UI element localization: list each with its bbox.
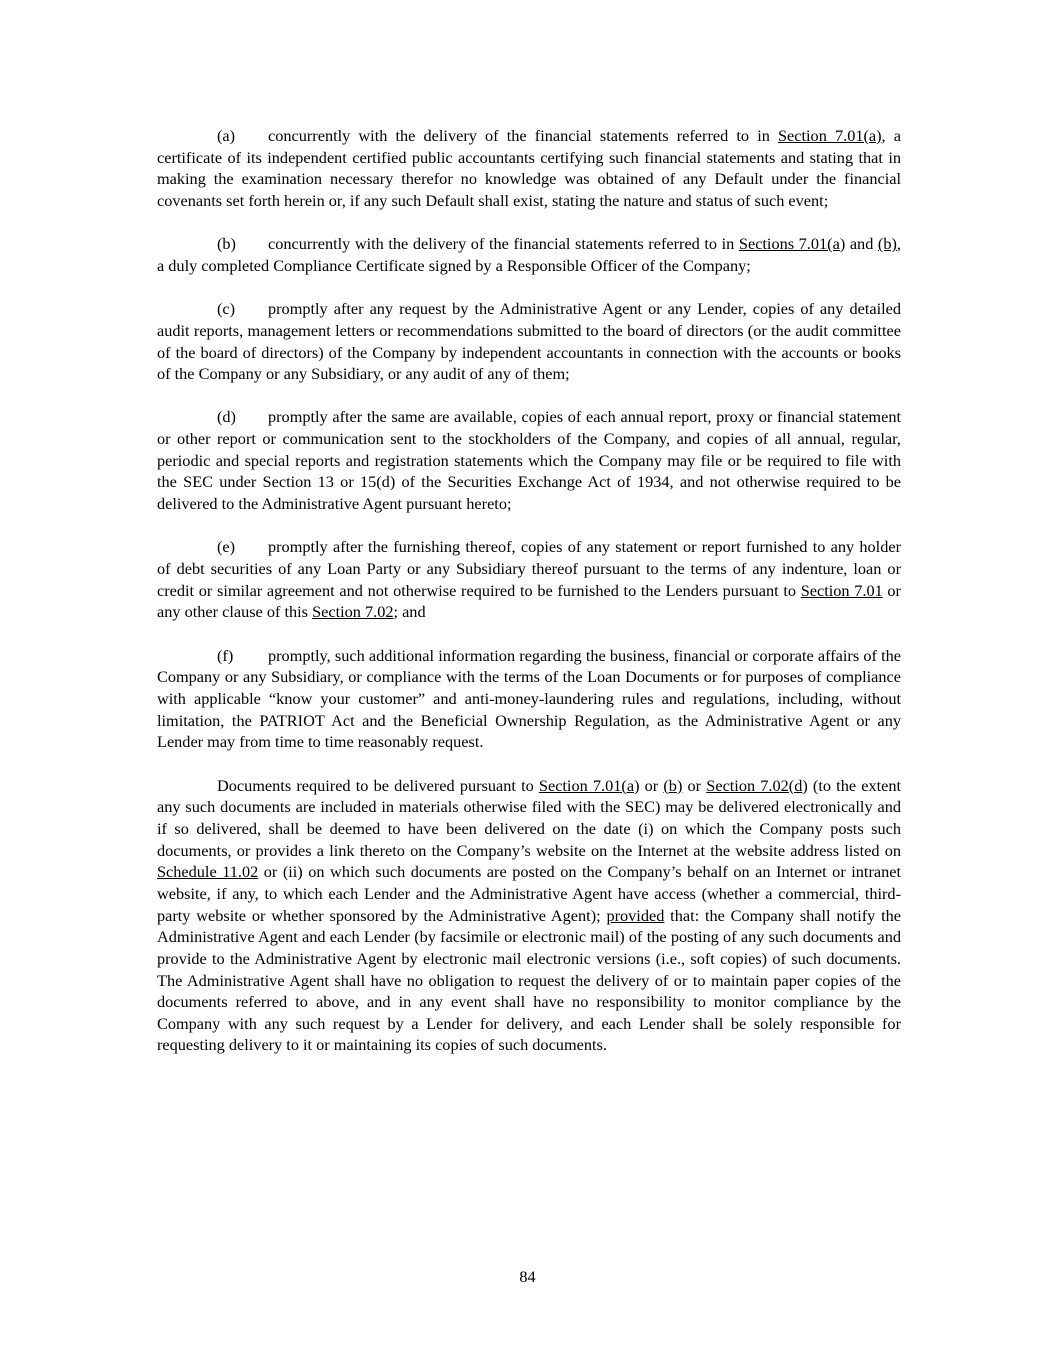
text-run: or xyxy=(682,775,707,795)
text-run: concurrently with the delivery of the financial statements referred to in xyxy=(268,234,739,254)
clause-c xyxy=(157,298,901,385)
clause-f xyxy=(157,645,901,753)
text-run: or (ii) on which such documents are posted on the Company’s behalf on an Internet or intranet website, if any, to which each Lender and the Administrative Agent have access (whether a commercial, third-party website or whether sponsored by the Administrative Agent); xyxy=(157,862,901,925)
text-run: concurrently with the delivery of the financial statements referred to in xyxy=(268,126,778,145)
text-run: promptly after the same are available, copies of each annual report, proxy or financial statement or other report or communication sent to the stockholders of the Company, and copies of all annual, regular, periodic and special reports and registration statements which the Company may file or be required to file with the SEC under Section 13 or 15(d) of the Securities Exchange Act of 1934, and not otherwise required to be delivered to the Administrative Agent pursuant hereto; xyxy=(157,407,901,514)
clause-label: (e) xyxy=(217,537,236,557)
cross-reference: Sections 7.01(a xyxy=(738,234,840,254)
text-run: or any other clause of this xyxy=(157,580,901,622)
text-run: promptly, such additional information regarding the business, financial or corporate affairs of the Company or any Subsidiary, or compliance with the terms of the Loan Documents or for purposes of compliance with applicable “know your customer” and anti-money-laundering rules and regulations, including, without limitation, the PATRIOT Act and the Beneficial Ownership Regulation, as the Administrative Agent or any Lender may from time to time reasonably request. xyxy=(157,645,901,752)
clause-label: (d) xyxy=(217,407,236,427)
cross-reference: Section 7.01(a) xyxy=(778,126,882,145)
paragraph-documents xyxy=(157,775,901,1057)
clause-label: (b) xyxy=(217,234,236,254)
clause-e xyxy=(157,536,901,623)
clause-label: (a) xyxy=(217,126,236,145)
text-run: , a certificate of its independent certified public accountants certifying such financial statements and stating that in making the examination necessary therefor no knowledge was obtained of any Default under the financial covenants set forth herein or, if any such Default shall exist, stating the nature and status of such event; xyxy=(157,126,901,210)
page-number: 84 xyxy=(519,1267,536,1286)
text-run: ) or xyxy=(634,775,664,795)
cross-reference: Section 7.02(d xyxy=(706,775,803,795)
clause-a xyxy=(157,125,901,212)
clause-d xyxy=(157,406,901,514)
text-run: ) and xyxy=(839,234,878,254)
text-run: ) (to the extent any such documents are included in materials otherwise filed with the SEC) may be delivered electronically and if so delivered, shall be deemed to have been delivered on the date (i) on which the Company posts such documents, or provides a link thereto on the Company’s website on the Internet at the website address listed on xyxy=(157,775,902,860)
text-run: ; and xyxy=(393,602,426,622)
cross-reference: provided xyxy=(606,905,665,925)
clause-label: (f) xyxy=(217,645,234,665)
clause-label: (c) xyxy=(217,299,236,319)
clause-b xyxy=(157,233,901,276)
text-run: promptly after the furnishing thereof, copies of any statement or report furnished to any holder of debt securities of any Loan Party or any Subsidiary thereof pursuant to the terms of any indenture, loan or credit or similar agreement and not otherwise required to be furnished to the Lenders pursuant to xyxy=(157,537,901,600)
cross-reference: Section 7.01(a xyxy=(538,775,635,795)
cross-reference: (b) xyxy=(877,234,897,254)
text-run: , a duly completed Compliance Certificate signed by a Responsible Officer of the Company; xyxy=(157,234,901,275)
cross-reference: Section 7.01 xyxy=(800,580,883,600)
text-run: Documents required to be delivered pursuant to xyxy=(217,775,539,795)
cross-reference: Schedule 11.02 xyxy=(157,862,259,882)
cross-reference: Section 7.02 xyxy=(312,602,394,622)
document-body xyxy=(157,125,901,1078)
text-run: that: the Company shall notify the Administrative Agent and each Lender (by facsimile or electronic mail) of the posting of any such documents and provide to the Administrative Agent by electronic mail electronic versions (i.e., soft copies) of such documents. The Administrative Agent shall have no obligation to request the delivery of or to maintain paper copies of the documents referred to above, and in any event shall have no responsibility to monitor compliance by the Company with any such request by a Lender for delivery, and each Lender shall be solely responsible for requesting delivery to it or maintaining its copies of such documents. xyxy=(157,905,901,1055)
cross-reference: (b) xyxy=(663,775,683,795)
text-run: promptly after any request by the Administrative Agent or any Lender, copies of any detailed audit reports, management letters or recommendations submitted to the board of directors (or the audit committee of the board of directors) of the Company by independent accountants in connection with the accounts or books of the Company or any Subsidiary, or any audit of any of them; xyxy=(157,299,901,384)
